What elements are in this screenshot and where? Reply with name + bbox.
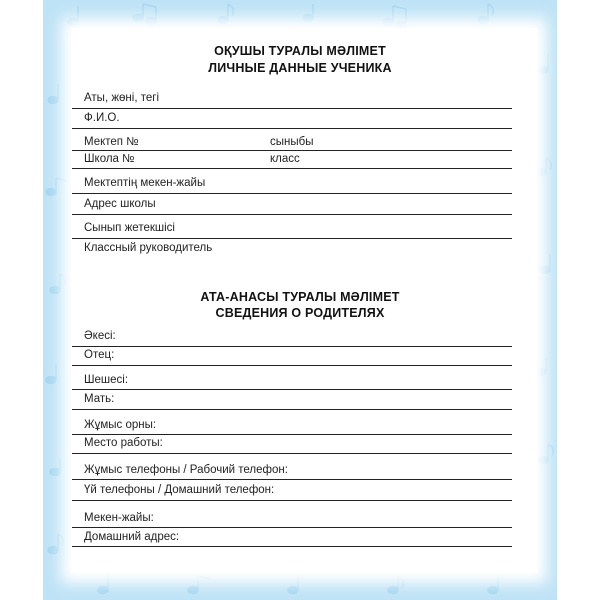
teacher-label-kz: Сынып жетекшісі [84,222,175,234]
work-label-ru: Место работы: [84,437,163,449]
home-address-line-2[interactable] [72,546,512,547]
school-address-line[interactable] [72,193,512,194]
school-line[interactable] [72,150,512,151]
work-label-kz: Жұмыс орны: [84,419,157,431]
work-phone-label: Жұмыс телефоны / Рабочий телефон: [84,464,288,476]
school-label-kz: Мектеп № [84,136,139,148]
name-line-2[interactable] [72,128,512,129]
name-line[interactable] [72,108,512,109]
school-address-label-ru: Адрес школы [84,198,156,210]
home-phone-line[interactable] [72,500,512,501]
class-label-kz: сыныбы [270,136,314,148]
teacher-line[interactable] [72,238,512,239]
mother-label-ru: Мать: [84,393,115,405]
father-label-kz: Әкесі: [84,330,116,342]
home-address-label-kz: Мекен-жайы: [84,512,154,524]
teacher-label-ru: Классный руководитель [84,242,213,254]
name-label-kz: Аты, жөні, тегі [84,92,160,104]
home-address-line[interactable] [72,527,512,528]
class-label-ru: класс [270,153,300,165]
student-heading-kz: ОҚУШЫ ТУРАЛЫ МӘЛІМЕТ [214,44,386,58]
mother-label-kz: Шешесі: [84,374,129,386]
mother-line[interactable] [72,389,512,390]
name-label-ru: Ф.И.О. [84,112,120,124]
student-heading-ru: ЛИЧНЫЕ ДАННЫЕ УЧЕНИКА [208,61,392,75]
father-line[interactable] [72,346,512,347]
home-phone-label: Үй телефоны / Домашний телефон: [84,484,275,496]
mother-line-2[interactable] [72,409,512,410]
father-line-2[interactable] [72,365,512,366]
work-line[interactable] [72,434,512,435]
work-phone-line[interactable] [72,479,512,480]
father-label-ru: Отец: [84,349,115,361]
school-label-ru: Школа № [84,153,135,165]
school-line-2[interactable] [72,168,512,169]
parents-heading-kz: АТА-АНАСЫ ТУРАЛЫ МӘЛІМЕТ [200,290,400,304]
school-address-line-2[interactable] [72,214,512,215]
home-address-label-ru: Домашний адрес: [84,531,180,543]
work-line-2[interactable] [72,453,512,454]
parents-heading-ru: СВЕДЕНИЯ О РОДИТЕЛЯХ [215,306,385,320]
school-address-label-kz: Мектептің мекен-жайы [84,177,206,189]
